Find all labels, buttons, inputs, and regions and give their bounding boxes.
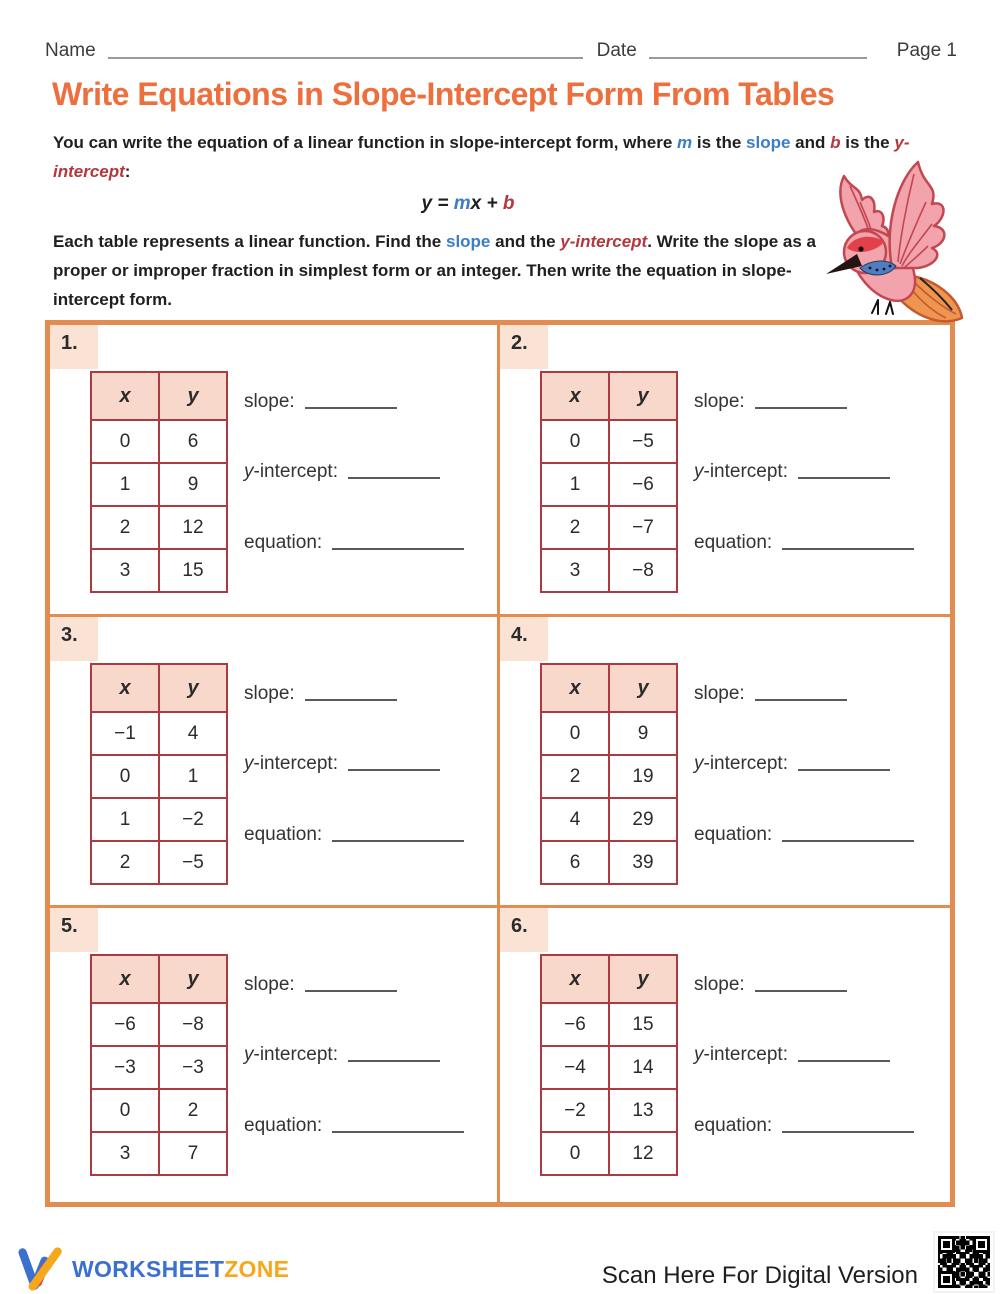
y-intercept-label: -intercept:	[703, 1044, 788, 1065]
slope-field	[694, 391, 847, 413]
problem-number: 4.	[500, 617, 548, 661]
problems-grid	[45, 320, 955, 1207]
equation-field	[244, 1115, 464, 1137]
table-row	[91, 1003, 227, 1046]
problem-cell-3	[50, 617, 500, 908]
y-intercept-label-y: y	[244, 461, 254, 482]
y-header: y	[159, 664, 227, 712]
table-row	[91, 755, 227, 798]
intro-text: . Write the slope as a proper or improper fraction in simplest form or an integer. Then write the equation in slope-intercept form.	[53, 232, 817, 309]
intro-paragraph-1	[53, 128, 913, 186]
equation-field	[244, 532, 464, 554]
x-value: 2	[541, 755, 609, 798]
slope-label: slope:	[694, 391, 745, 412]
x-value: 2	[91, 841, 159, 884]
formula-equals: =	[432, 193, 454, 214]
x-value: 3	[541, 549, 609, 592]
slope-field	[694, 974, 847, 996]
date-line[interactable]	[649, 56, 867, 59]
name-line[interactable]	[108, 56, 583, 59]
problem-number: 1.	[50, 325, 98, 369]
intro-text: You can write the equation of a linear function in slope-intercept form, where	[53, 133, 678, 152]
intro-section	[53, 128, 913, 314]
x-value: 3	[91, 1132, 159, 1175]
m-variable: m	[677, 133, 693, 152]
table-header-row	[541, 664, 677, 712]
table-row	[541, 1003, 677, 1046]
y-intercept-field	[244, 461, 440, 483]
x-value: −1	[91, 712, 159, 755]
y-header: y	[159, 372, 227, 420]
equation-field	[694, 824, 914, 846]
x-header: x	[91, 664, 159, 712]
x-value: 0	[541, 1132, 609, 1175]
x-value: 6	[541, 841, 609, 884]
x-value: −6	[91, 1003, 159, 1046]
equation-blank[interactable]	[782, 536, 914, 550]
problem-number: 5.	[50, 908, 98, 952]
table-row	[91, 712, 227, 755]
table-row	[541, 712, 677, 755]
y-value: −8	[159, 1003, 227, 1046]
x-value: −3	[91, 1046, 159, 1089]
equation-blank[interactable]	[782, 1119, 914, 1133]
table-header-row	[91, 372, 227, 420]
y-value: 14	[609, 1046, 677, 1089]
xy-table	[540, 371, 678, 593]
y-intercept-blank[interactable]	[348, 1048, 440, 1062]
y-value: 13	[609, 1089, 677, 1132]
logo-text-zone: ZONE	[224, 1255, 290, 1282]
slope-label: slope:	[694, 683, 745, 704]
table-row	[541, 1132, 677, 1175]
x-value: 2	[541, 506, 609, 549]
equation-label: equation:	[694, 824, 773, 845]
x-value: 0	[91, 420, 159, 463]
x-value: 1	[541, 463, 609, 506]
qr-finder-top-right	[973, 1236, 990, 1253]
intro-text: and the	[490, 232, 561, 251]
x-value: −4	[541, 1046, 609, 1089]
x-header: x	[541, 372, 609, 420]
y-intercept-field	[244, 1044, 440, 1066]
y-value: −5	[159, 841, 227, 884]
y-value: 7	[159, 1132, 227, 1175]
logo-text-worksheet: WORKSHEET	[72, 1255, 225, 1282]
intro-text: is the	[692, 133, 747, 152]
y-value: 9	[609, 712, 677, 755]
page-number: Page 1	[896, 40, 957, 61]
x-header: x	[541, 664, 609, 712]
intro-paragraph-2	[53, 227, 828, 314]
y-intercept-label-y: y	[244, 1044, 254, 1065]
table-row	[541, 549, 677, 592]
page-title: Write Equations in Slope-Intercept Form From Tables	[52, 76, 835, 112]
x-header: x	[91, 372, 159, 420]
y-header: y	[609, 664, 677, 712]
slope-field	[244, 974, 397, 996]
worksheetzone-logo	[18, 1246, 289, 1292]
formula-b: b	[502, 193, 515, 214]
problem-cell-6	[500, 908, 950, 1202]
y-intercept-word: y-intercept	[560, 232, 648, 251]
y-intercept-blank[interactable]	[348, 465, 440, 479]
y-value: 19	[609, 755, 677, 798]
slope-label: slope:	[244, 974, 295, 995]
table-row	[91, 1046, 227, 1089]
formula-x: x	[470, 193, 482, 214]
intro-text: is the	[840, 133, 895, 152]
y-intercept-label: -intercept:	[253, 461, 338, 482]
table-row	[541, 755, 677, 798]
table-row	[91, 420, 227, 463]
table-row	[541, 1089, 677, 1132]
b-variable: b	[830, 133, 841, 152]
slope-blank[interactable]	[305, 978, 397, 992]
problem-cell-4	[500, 617, 950, 908]
date-label: Date	[596, 40, 637, 61]
y-intercept-field	[694, 461, 890, 483]
table-header-row	[541, 372, 677, 420]
y-value: 15	[159, 549, 227, 592]
slope-word: slope	[445, 232, 491, 251]
intro-text: Each table represents a linear function. Find the	[53, 232, 446, 251]
qr-code	[933, 1231, 995, 1293]
table-row	[91, 841, 227, 884]
y-header: y	[609, 955, 677, 1003]
equation-label: equation:	[244, 532, 323, 553]
slope-field	[244, 683, 397, 705]
y-intercept-label-y: y	[244, 753, 254, 774]
table-row	[91, 506, 227, 549]
problem-cell-5	[50, 908, 500, 1202]
problem-number: 6.	[500, 908, 548, 952]
intro-text: and	[790, 133, 831, 152]
qr-finder-top-left	[938, 1236, 955, 1253]
formula-plus: +	[481, 193, 503, 214]
y-value: 12	[609, 1132, 677, 1175]
y-intercept-field	[694, 1044, 890, 1066]
equation-label: equation:	[244, 824, 323, 845]
problem-cell-1	[50, 325, 500, 617]
x-value: −2	[541, 1089, 609, 1132]
xy-table	[540, 954, 678, 1176]
table-row	[541, 420, 677, 463]
y-value: −6	[609, 463, 677, 506]
slope-blank[interactable]	[755, 978, 847, 992]
xy-table	[540, 663, 678, 885]
x-value: 2	[91, 506, 159, 549]
slope-blank[interactable]	[755, 395, 847, 409]
y-intercept-label: -intercept:	[703, 461, 788, 482]
table-row	[91, 1089, 227, 1132]
x-value: 0	[91, 1089, 159, 1132]
y-value: −3	[159, 1046, 227, 1089]
equation-label: equation:	[694, 532, 773, 553]
table-row	[541, 841, 677, 884]
y-intercept-field	[694, 753, 890, 775]
x-value: −6	[541, 1003, 609, 1046]
x-value: 4	[541, 798, 609, 841]
x-value: 0	[541, 420, 609, 463]
slope-label: slope:	[694, 974, 745, 995]
y-value: 29	[609, 798, 677, 841]
problem-cell-2	[500, 325, 950, 617]
y-value: −5	[609, 420, 677, 463]
table-row	[91, 549, 227, 592]
slope-label: slope:	[244, 683, 295, 704]
y-header: y	[159, 955, 227, 1003]
table-header-row	[91, 955, 227, 1003]
y-value: 9	[159, 463, 227, 506]
hummingbird-illustration	[820, 150, 970, 340]
equation-blank[interactable]	[332, 536, 464, 550]
y-value: 4	[159, 712, 227, 755]
table-row	[91, 463, 227, 506]
x-value: 1	[91, 798, 159, 841]
equation-label: equation:	[694, 1115, 773, 1136]
y-value: 6	[159, 420, 227, 463]
y-value: 1	[159, 755, 227, 798]
table-row	[91, 1132, 227, 1175]
equation-field	[244, 824, 464, 846]
y-value: −7	[609, 506, 677, 549]
x-value: 1	[91, 463, 159, 506]
formula-y: y	[421, 193, 433, 214]
intro-text: :	[124, 162, 131, 181]
y-value: 39	[609, 841, 677, 884]
x-value: 0	[91, 755, 159, 798]
slope-intercept-formula	[53, 189, 883, 218]
xy-table	[90, 954, 228, 1176]
worksheetzone-logo-icon	[18, 1246, 64, 1292]
slope-label: slope:	[244, 391, 295, 412]
x-value: 3	[91, 549, 159, 592]
problem-number: 3.	[50, 617, 98, 661]
equation-label: equation:	[244, 1115, 323, 1136]
page-header	[45, 40, 957, 62]
name-label: Name	[45, 40, 96, 61]
x-value: 0	[541, 712, 609, 755]
equation-blank[interactable]	[782, 828, 914, 842]
y-value: 2	[159, 1089, 227, 1132]
y-intercept-label-y: y	[694, 461, 704, 482]
y-header: y	[609, 372, 677, 420]
y-intercept-label: -intercept:	[703, 753, 788, 774]
xy-table	[90, 371, 228, 593]
y-value: 15	[609, 1003, 677, 1046]
table-row	[541, 463, 677, 506]
y-intercept-label-y: y	[694, 1044, 704, 1065]
table-row	[541, 798, 677, 841]
y-intercept-label: -intercept:	[253, 753, 338, 774]
table-header-row	[541, 955, 677, 1003]
y-intercept-blank[interactable]	[798, 757, 890, 771]
slope-field	[244, 391, 397, 413]
y-value: −8	[609, 549, 677, 592]
slope-blank[interactable]	[305, 395, 397, 409]
equation-blank[interactable]	[332, 1119, 464, 1133]
problem-number: 2.	[500, 325, 548, 369]
slope-blank[interactable]	[755, 687, 847, 701]
table-header-row	[91, 664, 227, 712]
formula-m: m	[453, 193, 471, 214]
y-intercept-blank[interactable]	[798, 465, 890, 479]
slope-field	[694, 683, 847, 705]
y-intercept-blank[interactable]	[798, 1048, 890, 1062]
table-row	[91, 798, 227, 841]
table-row	[541, 1046, 677, 1089]
xy-table	[90, 663, 228, 885]
equation-blank[interactable]	[332, 828, 464, 842]
x-header: x	[541, 955, 609, 1003]
y-value: −2	[159, 798, 227, 841]
slope-word: slope	[746, 133, 791, 152]
y-intercept-label-y: y	[694, 753, 704, 774]
y-value: 12	[159, 506, 227, 549]
equation-field	[694, 1115, 914, 1137]
x-header: x	[91, 955, 159, 1003]
slope-blank[interactable]	[305, 687, 397, 701]
scan-here-text: Scan Here For Digital Version	[601, 1262, 918, 1289]
qr-finder-bottom-left	[938, 1271, 955, 1288]
y-intercept-blank[interactable]	[348, 757, 440, 771]
equation-field	[694, 532, 914, 554]
y-intercept-field	[244, 753, 440, 775]
y-intercept-word: y-intercept	[53, 133, 910, 181]
y-intercept-label: -intercept:	[253, 1044, 338, 1065]
table-row	[541, 506, 677, 549]
